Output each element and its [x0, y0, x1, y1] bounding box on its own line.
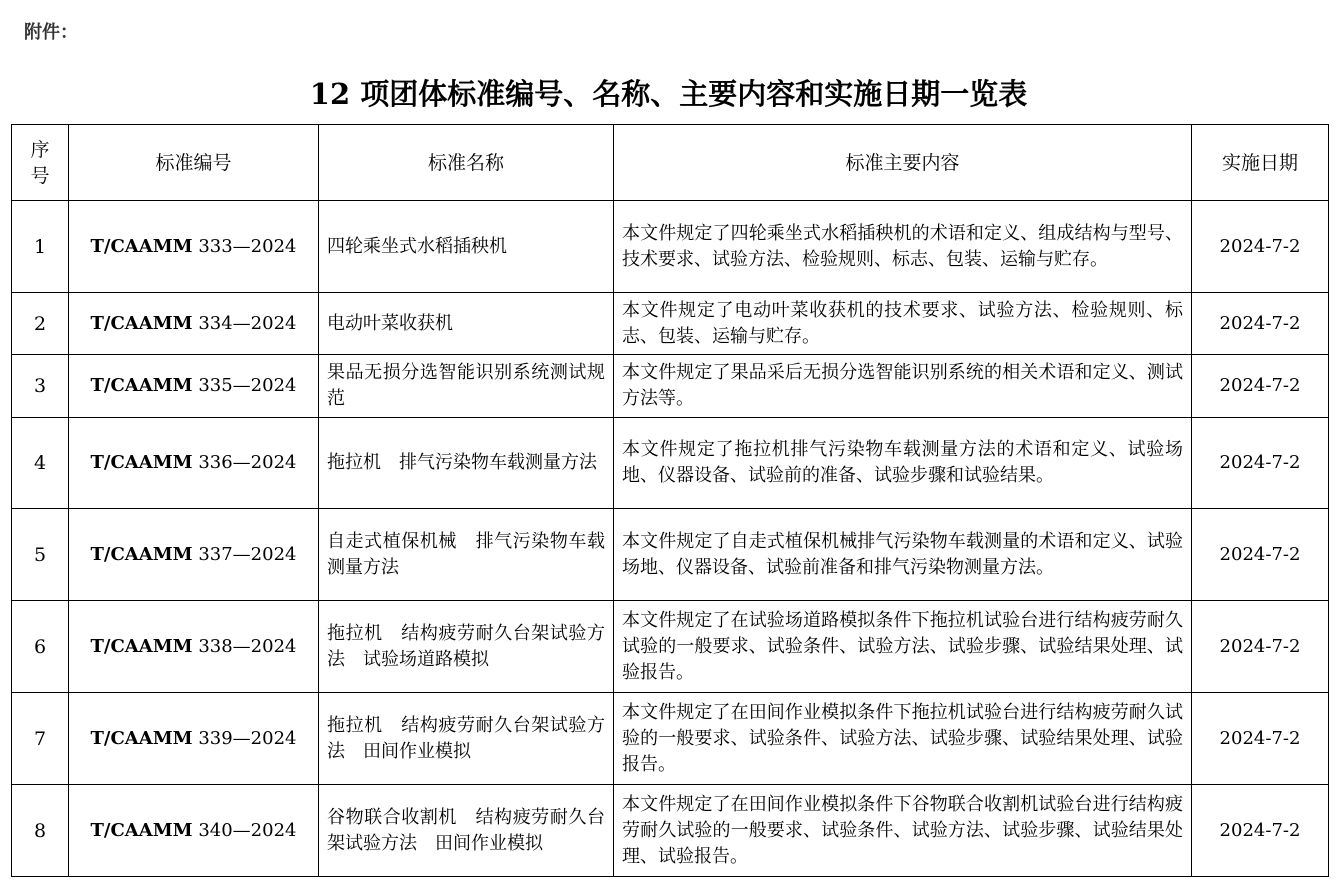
- row-name: 拖拉机 结构疲劳耐久台架试验方法 田间作业模拟: [319, 693, 614, 785]
- code-prefix: T/CAAMM: [90, 452, 193, 473]
- row-code: [69, 355, 319, 418]
- row-content: 本文件规定了果品采后无损分选智能识别系统的相关术语和定义、测试方法等。: [614, 355, 1192, 418]
- row-content: 本文件规定了在试验场道路模拟条件下拖拉机试验台进行结构疲劳耐久试验的一般要求、试验条件、试验方法、试验步骤、试验结果处理、试验报告。: [614, 601, 1192, 693]
- code-number: 335—2024: [192, 375, 297, 396]
- code-number: 337—2024: [192, 543, 297, 565]
- row-name: 谷物联合收割机 结构疲劳耐久台架试验方法 田间作业模拟: [319, 785, 614, 877]
- code-number: 334—2024: [192, 312, 297, 334]
- header-content: 标准主要内容: [614, 125, 1192, 201]
- attachment-label: 附件：: [24, 22, 78, 43]
- row-date: 2024-7-2: [1192, 693, 1329, 785]
- code-number: 339—2024: [192, 727, 297, 749]
- table-header-row: [12, 125, 1329, 201]
- page-title: 12 项团体标准编号、名称、主要内容和实施日期一览表: [309, 77, 1028, 111]
- table-row: [12, 418, 1329, 509]
- row-code: [69, 293, 319, 355]
- row-seq: 6: [12, 601, 69, 693]
- row-code: [69, 693, 319, 785]
- header-seq: 序号: [12, 125, 69, 201]
- code-prefix: T/CAAMM: [90, 312, 193, 334]
- row-code: [69, 509, 319, 601]
- header-code: 标准编号: [69, 125, 319, 201]
- row-date: 2024-7-2: [1192, 201, 1329, 293]
- standards-table: [11, 124, 1329, 877]
- row-name: 拖拉机 排气污染物车载测量方法: [319, 418, 614, 509]
- table-row: [12, 201, 1329, 293]
- row-name: 四轮乘坐式水稻插秧机: [319, 201, 614, 293]
- row-date: 2024-7-2: [1192, 785, 1329, 877]
- row-seq: 2: [12, 293, 69, 355]
- row-code: [69, 418, 319, 509]
- row-date: 2024-7-2: [1192, 509, 1329, 601]
- code-prefix: T/CAAMM: [90, 727, 193, 749]
- code-prefix: T/CAAMM: [90, 635, 193, 657]
- row-content: 本文件规定了在田间作业模拟条件下拖拉机试验台进行结构疲劳耐久试验的一般要求、试验条件、试验方法、试验步骤、试验结果处理、试验报告。: [614, 693, 1192, 785]
- code-number: 340—2024: [192, 819, 297, 841]
- code-number: 333—2024: [192, 235, 297, 257]
- row-seq: 5: [12, 509, 69, 601]
- row-seq: 3: [12, 355, 69, 418]
- code-prefix: T/CAAMM: [90, 543, 193, 565]
- code-prefix: T/CAAMM: [90, 819, 193, 841]
- row-content: 本文件规定了在田间作业模拟条件下谷物联合收割机试验台进行结构疲劳耐久试验的一般要求、试验条件、试验方法、试验步骤、试验结果处理、试验报告。: [614, 785, 1192, 877]
- table-row: [12, 509, 1329, 601]
- row-seq: 8: [12, 785, 69, 877]
- row-name: 果品无损分选智能识别系统测试规范: [319, 355, 614, 418]
- row-name: 电动叶菜收获机: [319, 293, 614, 355]
- code-number: 338—2024: [192, 635, 297, 657]
- row-date: 2024-7-2: [1192, 355, 1329, 418]
- code-number: 336—2024: [192, 452, 297, 473]
- row-name: 拖拉机 结构疲劳耐久台架试验方法 试验场道路模拟: [319, 601, 614, 693]
- table-row: [12, 601, 1329, 693]
- row-content: 本文件规定了四轮乘坐式水稻插秧机的术语和定义、组成结构与型号、技术要求、试验方法、检验规则、标志、包装、运输与贮存。: [614, 201, 1192, 293]
- header-date: 实施日期: [1192, 125, 1329, 201]
- row-content: 本文件规定了拖拉机排气污染物车载测量方法的术语和定义、试验场地、仪器设备、试验前的准备、试验步骤和试验结果。: [614, 418, 1192, 509]
- row-code: [69, 201, 319, 293]
- row-name: 自走式植保机械 排气污染物车载测量方法: [319, 509, 614, 601]
- row-date: 2024-7-2: [1192, 293, 1329, 355]
- row-date: 2024-7-2: [1192, 418, 1329, 509]
- row-content: 本文件规定了自走式植保机械排气污染物车载测量的术语和定义、试验场地、仪器设备、试验前准备和排气污染物测量方法。: [614, 509, 1192, 601]
- table-row: [12, 693, 1329, 785]
- table-row: [12, 293, 1329, 355]
- row-code: [69, 785, 319, 877]
- code-prefix: T/CAAMM: [90, 235, 193, 257]
- table-row: [12, 785, 1329, 877]
- code-prefix: T/CAAMM: [90, 375, 193, 396]
- row-date: 2024-7-2: [1192, 601, 1329, 693]
- table-row: [12, 355, 1329, 418]
- row-code: [69, 601, 319, 693]
- row-content: 本文件规定了电动叶菜收获机的技术要求、试验方法、检验规则、标志、包装、运输与贮存。: [614, 293, 1192, 355]
- header-name: 标准名称: [319, 125, 614, 201]
- row-seq: 4: [12, 418, 69, 509]
- row-seq: 1: [12, 201, 69, 293]
- row-seq: 7: [12, 693, 69, 785]
